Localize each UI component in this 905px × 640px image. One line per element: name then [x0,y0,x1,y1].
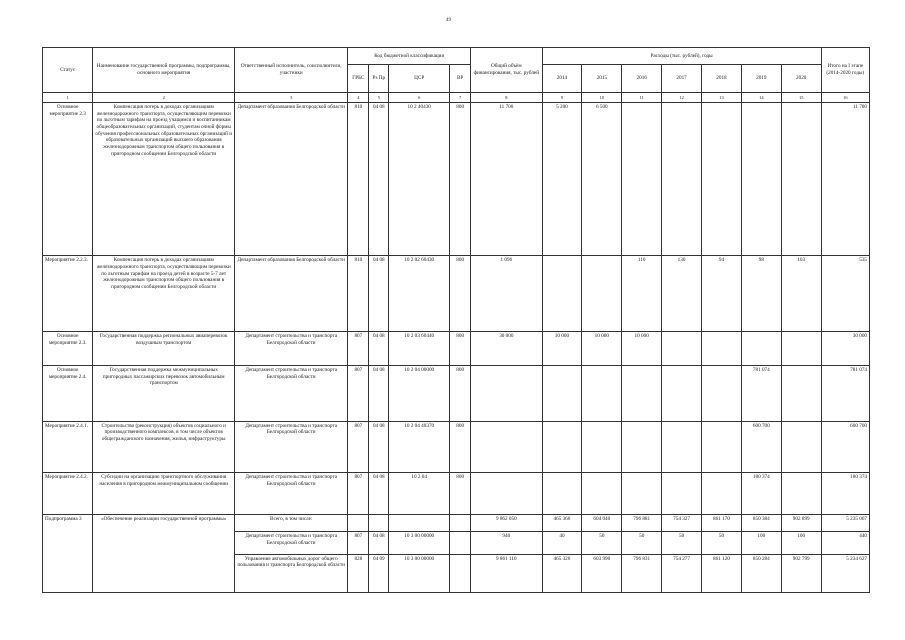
column-number: 11 [622,93,662,103]
row-year-value [582,256,622,332]
subprogram-grbs: 828 [348,554,369,592]
row-year-value: 6 500 [582,103,622,256]
row-status: Мероприятие 2.2.3. [43,256,93,332]
header-expenses: Расходы (тыс. рублей), годы [542,48,821,65]
header-rzpr: Рз Пр [369,65,389,93]
row-grbs: 807 [348,421,369,472]
row-name: Субсидии на организацию транспортного обслуживания населения в пригородном межмуниципальном сообщении [93,473,235,515]
row-year-value [781,366,821,421]
row-rzpr: 04 08 [369,366,389,421]
row-status: Мероприятие 2.4.2. [43,473,93,515]
subprogram-csr: 10 3 00 00000 [389,554,450,592]
subprogram-year-value: 861 120 [702,554,742,592]
table-row [43,421,870,472]
table-row [43,473,870,515]
row-stage-total: 30 000 [821,331,869,365]
column-number: 14 [741,93,781,103]
row-year-value [781,331,821,365]
subprogram-csr [389,515,450,532]
subprogram-year-value: 754 327 [662,515,702,532]
subprogram-grbs: 807 [348,532,369,554]
row-name: Компенсация потерь в доходах организациям железнодорожного транспорта, осуществляющим перевозки по льготным тарифам на проезд учащимся и воспитанникам общеобразовательных организаций, студентам очной формы обучения профессиональных образовательных организаций и образовательных организаций высшего образования железнодорожным транспортом общего пользования в пригородном сообщении Белгородской области [93,103,235,256]
subprogram-total: 9 862 050 [471,515,542,532]
row-year-value: 98 [741,256,781,332]
row-year-value [662,103,702,256]
row-year-value [542,473,582,515]
row-total [471,421,542,472]
header-budget-code: Код бюджетной классификации [348,48,471,65]
subprogram-year-value: 40 [542,532,582,554]
subprogram-responsible: Управление автомобильных дорог общего пользования и транспорта Белгородской области [235,554,348,592]
subprogram-year-value: 50 [702,532,742,554]
subprogram-responsible: Всего, в том числе: [235,515,348,532]
row-name: Государственная поддержка межмуниципальных пригородных пассажирских перевозок автомобильным транспортом [93,366,235,421]
table-row [43,103,870,256]
header-year: 2016 [622,65,662,93]
row-year-value [781,421,821,472]
row-year-value [702,421,742,472]
subprogram-year-value: 902 899 [781,515,821,532]
subprogram-vr [450,532,471,554]
row-year-value [622,366,662,421]
row-vr: 800 [450,103,471,256]
row-csr: 10 2 04 00000 [389,366,450,421]
row-total: 11 700 [471,103,542,256]
column-number: 2 [93,93,235,103]
row-grbs: 810 [348,103,369,256]
subprogram-stage-total: 5 234 627 [821,554,869,592]
row-year-value [582,473,622,515]
row-csr: 10 2 04 [389,473,450,515]
header-responsible: Ответственный исполнитель, соисполнители, участники [235,48,348,93]
row-rzpr: 04 08 [369,421,389,472]
row-responsible: Департамент строительства и транспорта Белгородской области [235,366,348,421]
column-number: 7 [450,93,471,103]
column-number-row [43,93,870,103]
row-vr: 800 [450,366,471,421]
subprogram-rzpr: 04 09 [369,554,389,592]
row-vr: 800 [450,473,471,515]
row-total [471,473,542,515]
subprogram-rzpr: 04 08 [369,532,389,554]
row-year-value: 110 [622,256,662,332]
header-grbs: ГРБС [348,65,369,93]
subprogram-year-value: 50 [582,532,622,554]
subprogram-name: «Обеспечение реализации государственной программы» [93,515,235,593]
row-year-value: 130 [662,256,702,332]
subprogram-row [43,515,870,532]
row-year-value: 600 700 [741,421,781,472]
subprogram-csr: 10 3 00 00000 [389,532,450,554]
column-number: 10 [582,93,622,103]
subprogram-year-value: 850 284 [741,554,781,592]
column-number: 12 [662,93,702,103]
subprogram-year-value: 902 799 [781,554,821,592]
row-year-value [781,103,821,256]
subprogram-stage-total: 5 235 067 [821,515,869,532]
header-status: Статус [43,48,93,93]
row-csr: 10 2 02 60430 [389,256,450,332]
row-year-value [702,103,742,256]
header-year: 2015 [582,65,622,93]
header-total-volume: Общий объём финансирования, тыс. рублей [471,48,542,93]
row-name: Государственная поддержка региональных авиаперевозок воздушным транспортом [93,331,235,365]
column-number: 4 [348,93,369,103]
row-year-value [662,366,702,421]
column-number: 1 [43,93,93,103]
subprogram-year-value: 100 [781,532,821,554]
row-status: Основное мероприятие 2.3. [43,331,93,365]
row-rzpr: 04 08 [369,331,389,365]
budget-table [42,47,870,593]
subprogram-year-value: 861 170 [702,515,742,532]
row-name: Компенсация потерь в доходах организациям железнодорожного транспорта, осуществляющим перевозки по льготным тарифам на проезд детей в возрасте 5-7 лет железнодорожным транспортом общего пользования в пригородном сообщении Белгородской области [93,256,235,332]
subprogram-status: Подпрограмма 3 [43,515,93,593]
header-vr: ВР [450,65,471,93]
page-number: 49 [446,18,451,23]
header-year: 2018 [702,65,742,93]
subprogram-year-value: 796 881 [622,515,662,532]
row-name: Строительство (реконструкция) объектов социального и производственного комплексов, в том числе объектов общегражданского назначения, жилья, инфраструктуры [93,421,235,472]
row-year-value [741,103,781,256]
row-year-value [702,366,742,421]
row-year-value [781,473,821,515]
row-year-value: 10 000 [542,331,582,365]
row-rzpr: 04 08 [369,103,389,256]
row-total: 1 096 [471,256,542,332]
header-total-period: Итого на I этапе (2014-2020 годы) [821,48,869,93]
row-year-value [622,103,662,256]
subprogram-year-value: 604 040 [582,515,622,532]
column-number: 6 [389,93,450,103]
subprogram-year-value: 465 326 [542,554,582,592]
row-year-value [622,473,662,515]
subprogram-year-value: 796 831 [622,554,662,592]
column-number: 15 [781,93,821,103]
row-stage-total: 600 700 [821,421,869,472]
row-status: Мероприятие 2.4.1. [43,421,93,472]
column-number: 8 [471,93,542,103]
row-csr: 10 2 03 60440 [389,331,450,365]
table-row [43,256,870,332]
row-responsible: Департамент образования Белгородской области [235,103,348,256]
header-year: 2014 [542,65,582,93]
row-grbs: 807 [348,331,369,365]
subprogram-year-value: 50 [622,532,662,554]
subprogram-total: 940 [471,532,542,554]
subprogram-year-value: 850 384 [741,515,781,532]
row-year-value: 10 000 [582,331,622,365]
row-stage-total: 535 [821,256,869,332]
subprogram-vr [450,515,471,532]
row-year-value [702,331,742,365]
column-number: 3 [235,93,348,103]
row-year-value: 10 000 [622,331,662,365]
row-stage-total: 11 700 [821,103,869,256]
subprogram-year-value: 50 [662,532,702,554]
row-year-value: 5 200 [542,103,582,256]
row-responsible: Департамент строительства и транспорта Белгородской области [235,421,348,472]
subprogram-responsible: Департамент строительства и транспорта Белгородской области [235,532,348,554]
header-year: 2020 [781,65,821,93]
column-number: 9 [542,93,582,103]
row-vr: 800 [450,421,471,472]
row-total: 30 000 [471,331,542,365]
row-vr: 800 [450,256,471,332]
row-year-value [662,331,702,365]
table-row [43,331,870,365]
row-year-value [662,473,702,515]
subprogram-year-value: 754 277 [662,554,702,592]
row-year-value: 94 [702,256,742,332]
row-grbs: 807 [348,366,369,421]
header-year: 2019 [741,65,781,93]
subprogram-vr [450,554,471,592]
row-year-value [542,421,582,472]
row-year-value: 103 [781,256,821,332]
column-number: 16 [821,93,869,103]
column-number: 5 [369,93,389,103]
row-year-value [582,421,622,472]
row-stage-total: 781 074 [821,366,869,421]
subprogram-year-value: 465 366 [542,515,582,532]
row-csr: 10 2 04 40370 [389,421,450,472]
row-stage-total: 180 374 [821,473,869,515]
row-rzpr: 04 08 [369,473,389,515]
row-year-value [741,331,781,365]
row-year-value [622,421,662,472]
header-csr: ЦСР [389,65,450,93]
row-total [471,366,542,421]
table-row [43,366,870,421]
row-year-value [702,473,742,515]
row-responsible: Департамент образования Белгородской области [235,256,348,332]
subprogram-stage-total: 440 [821,532,869,554]
header-year: 2017 [662,65,702,93]
subprogram-grbs [348,515,369,532]
row-status: Основное мероприятие 2.4. [43,366,93,421]
row-year-value: 781 074 [741,366,781,421]
row-rzpr: 04 08 [369,256,389,332]
row-year-value [542,256,582,332]
row-year-value [662,421,702,472]
row-csr: 10 2 40430 [389,103,450,256]
row-grbs: 810 [348,256,369,332]
row-vr: 800 [450,331,471,365]
row-year-value [542,366,582,421]
row-year-value: 180 374 [741,473,781,515]
row-status: Основное мероприятие 2.3 [43,103,93,256]
row-year-value [582,366,622,421]
row-responsible: Департамент строительства и транспорта Белгородской области [235,473,348,515]
column-number: 13 [702,93,742,103]
subprogram-year-value: 100 [741,532,781,554]
row-grbs: 807 [348,473,369,515]
subprogram-year-value: 603 990 [582,554,622,592]
row-responsible: Департамент строительства и транспорта Белгородской области [235,331,348,365]
subprogram-total: 9 861 110 [471,554,542,592]
header-program: Наименование государственной программы, подпрограммы, основного мероприятия [93,48,235,93]
subprogram-rzpr [369,515,389,532]
